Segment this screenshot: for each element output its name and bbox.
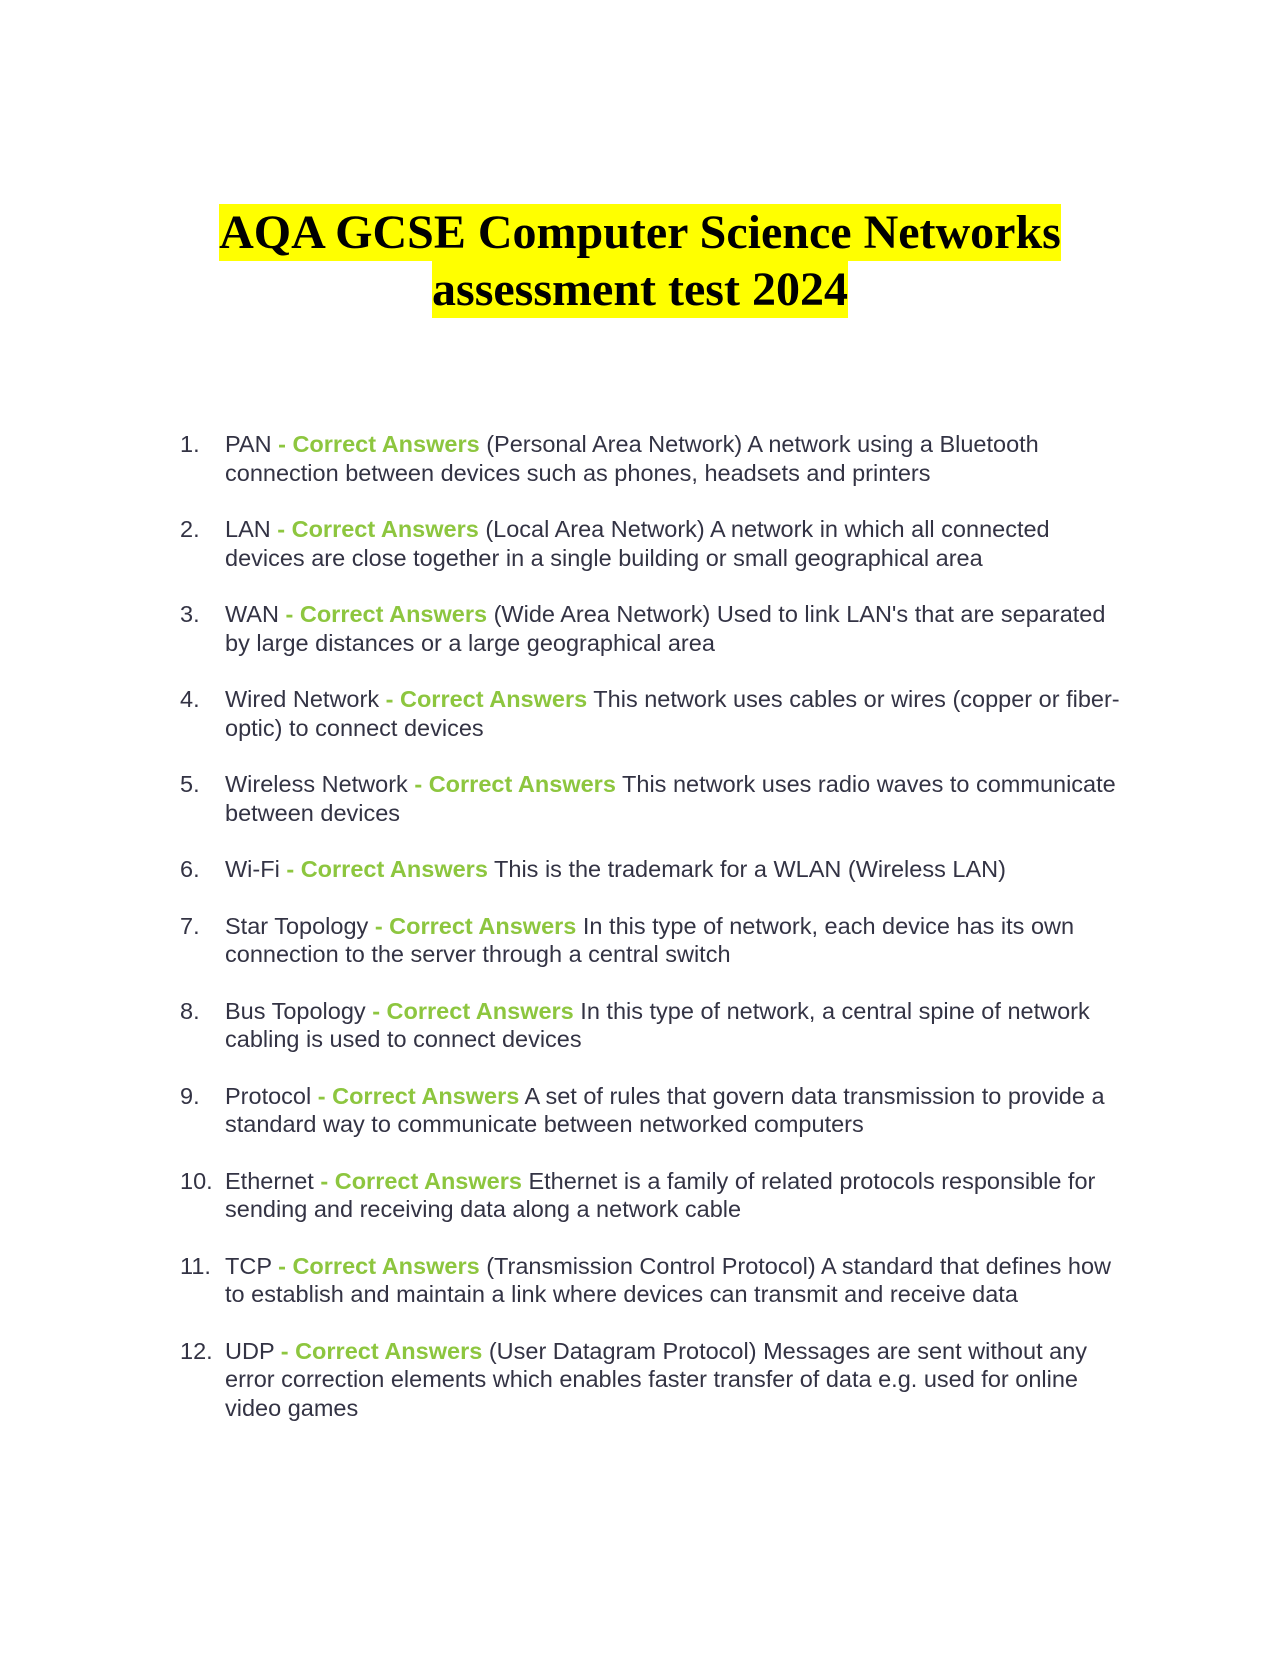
correct-answers-label: - Correct Answers	[374, 912, 577, 939]
list-item	[180, 430, 1120, 487]
list-item	[180, 1252, 1120, 1309]
list-item	[180, 685, 1120, 742]
item-term: TCP	[225, 1252, 272, 1279]
item-number: 4.	[180, 686, 200, 712]
item-definition: Ethernet is a family of related protocols responsible for sending and receiving data along a network cable	[225, 1167, 1096, 1222]
list-item	[180, 600, 1120, 657]
correct-answers-label: - Correct Answers	[280, 1337, 483, 1364]
list-item	[180, 515, 1120, 572]
title-line-1: AQA GCSE Computer Science Networks	[219, 206, 1061, 259]
page-title	[0, 204, 1280, 318]
item-number: 6.	[180, 856, 200, 882]
item-definition: (Wide Area Network) Used to link LAN's that are separated by large distances or a large geographical area	[225, 601, 1106, 656]
item-term: Protocol	[225, 1082, 312, 1109]
item-term: WAN	[225, 601, 279, 627]
correct-answers-label: - Correct Answers	[285, 601, 488, 627]
correct-answers-label: - Correct Answers	[278, 1252, 480, 1279]
item-term: UDP	[225, 1337, 275, 1364]
list-item	[180, 855, 1120, 884]
item-term: Wi-Fi	[225, 856, 280, 882]
item-term: Wired Network	[225, 686, 380, 712]
item-number: 3.	[180, 601, 200, 627]
item-definition: (User Datagram Protocol) Messages are sent without any error correction elements which enables faster transfer of data e.g. used for online video games	[225, 1337, 1088, 1421]
item-definition: (Local Area Network) A network in which all connected devices are close together in a single building or small geographical area	[225, 516, 1050, 571]
item-number: 10.	[180, 1167, 213, 1194]
correct-answers-label: - Correct Answers	[317, 1082, 520, 1109]
item-definition: (Transmission Control Protocol) A standard that defines how to establish and maintain a link where devices can transmit and receive data	[225, 1252, 1111, 1307]
item-number: 1.	[180, 431, 200, 457]
correct-answers-label: - Correct Answers	[277, 516, 479, 542]
list-item	[180, 1082, 1120, 1139]
list-item	[180, 1167, 1120, 1224]
item-number: 7.	[180, 912, 200, 939]
item-number: 11.	[180, 1252, 211, 1279]
correct-answers-label: - Correct Answers	[286, 856, 488, 882]
correct-answers-label: - Correct Answers	[320, 1167, 522, 1194]
item-definition: In this type of network, each device has its own connection to the server through a central switch	[225, 912, 1075, 967]
list-item	[180, 770, 1120, 827]
item-term: Wireless Network	[225, 771, 408, 797]
list-item	[180, 1337, 1120, 1423]
correct-answers-label: - Correct Answers	[278, 431, 480, 457]
item-term: LAN	[225, 516, 271, 542]
list-item	[180, 912, 1120, 969]
item-definition: This network uses radio waves to communicate between devices	[225, 771, 1116, 826]
item-term: Ethernet	[225, 1167, 314, 1194]
item-definition: In this type of network, a central spine of network cabling is used to connect devices	[225, 997, 1090, 1052]
item-number: 9.	[180, 1082, 200, 1109]
item-definition: (Personal Area Network) A network using a Bluetooth connection between devices such as phones, headsets and printers	[225, 431, 1039, 486]
item-term: Star Topology	[225, 912, 369, 939]
question-answer-list	[180, 430, 1120, 1450]
item-term: PAN	[225, 431, 272, 457]
correct-answers-label: - Correct Answers	[372, 997, 574, 1024]
item-number: 2.	[180, 516, 200, 542]
item-number: 5.	[180, 771, 200, 797]
item-definition: A set of rules that govern data transmission to provide a standard way to communicate between networked computers	[225, 1082, 1105, 1137]
correct-answers-label: - Correct Answers	[385, 686, 588, 712]
title-line-2: assessment test 2024	[432, 263, 848, 316]
item-definition: This is the trademark for a WLAN (Wireless LAN)	[494, 856, 1006, 882]
list-item	[180, 997, 1120, 1054]
correct-answers-label: - Correct Answers	[414, 771, 616, 797]
item-number: 12.	[180, 1337, 213, 1364]
item-number: 8.	[180, 997, 200, 1024]
item-definition: This network uses cables or wires (copper or fiber-optic) to connect devices	[225, 686, 1120, 741]
item-term: Bus Topology	[225, 997, 366, 1024]
